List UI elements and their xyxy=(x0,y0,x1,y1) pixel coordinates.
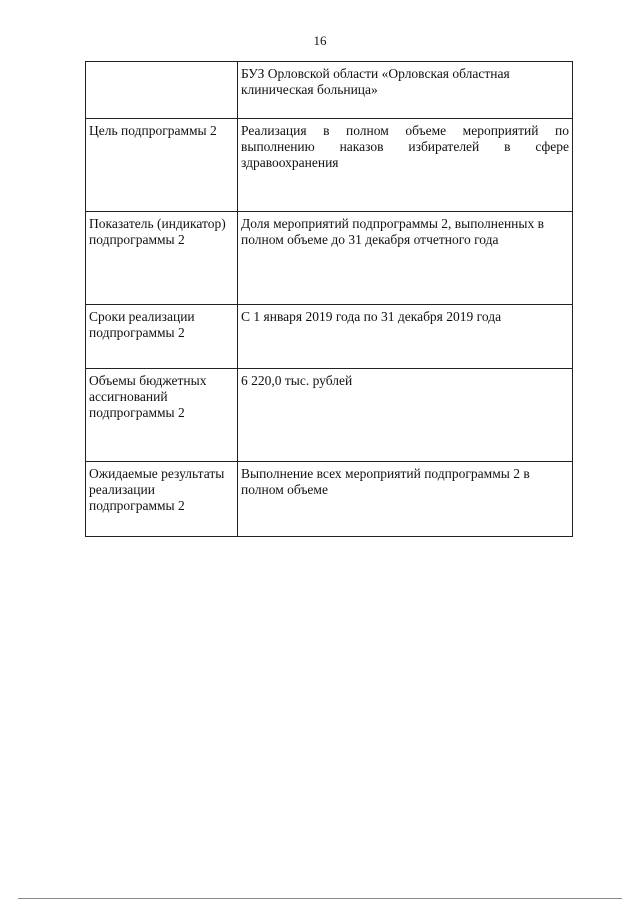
row-value-results: Выполнение всех мероприятий подпрограммы 2 в полном объеме xyxy=(238,462,573,537)
row-label-indicator: Показатель (индикатор) подпрограммы 2 xyxy=(86,212,238,305)
row-value-budget: 6 220,0 тыс. рублей xyxy=(238,369,573,462)
scan-edge-line xyxy=(18,898,622,899)
row-value-goal: Реализация в полном объеме мероприятий по выполнению наказов избирателей в сфере здравоохранения xyxy=(238,119,573,212)
row-label-budget: Объемы бюджетных ассигнований подпрограммы 2 xyxy=(86,369,238,462)
row-label-results: Ожидаемые результаты реализации подпрограммы 2 xyxy=(86,462,238,537)
page-number: 16 xyxy=(313,33,327,48)
table-row-indicator xyxy=(86,212,573,305)
row-label-terms: Сроки реализации подпрограммы 2 xyxy=(86,305,238,369)
passport-table xyxy=(85,61,573,537)
table-row-terms xyxy=(86,305,573,369)
table-row-executor xyxy=(86,62,573,119)
row-value-executor: БУЗ Орловской области «Орловская областная клиническая больница» xyxy=(238,62,573,119)
table-row-goal xyxy=(86,119,573,212)
row-value-indicator: Доля мероприятий подпрограммы 2, выполненных в полном объеме до 31 декабря отчетного года xyxy=(238,212,573,305)
table-row-budget xyxy=(86,369,573,462)
row-label-executor xyxy=(86,62,238,119)
row-value-terms: С 1 января 2019 года по 31 декабря 2019 года xyxy=(238,305,573,369)
table-row-results xyxy=(86,462,573,537)
row-label-goal: Цель подпрограммы 2 xyxy=(86,119,238,212)
